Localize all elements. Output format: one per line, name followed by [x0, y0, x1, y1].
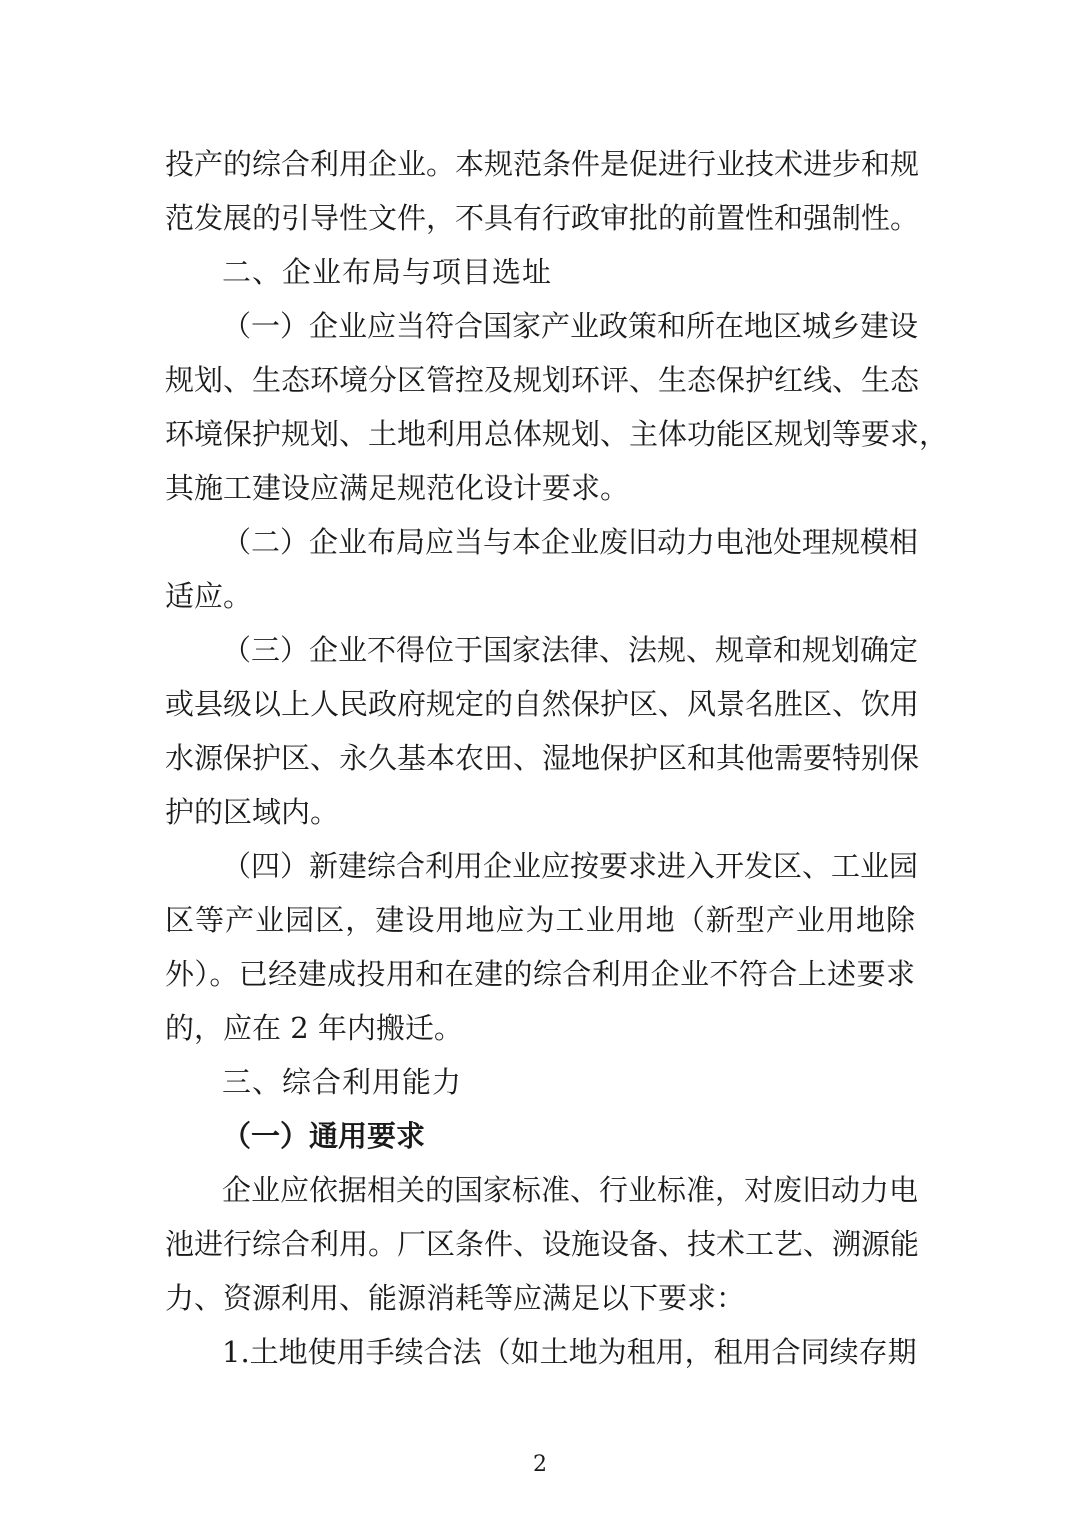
paragraph-first-line: 企业应依据相关的国家标准、行业标准，对废旧动力电 — [222, 1173, 919, 1207]
body-text-line: 外）。已经建成投用和在建的综合利用企业不符合上述要求 — [165, 957, 915, 991]
body-text-line: 适应。 — [165, 579, 253, 613]
page-number: 2 — [533, 1452, 547, 1477]
body-text-line: 力、资源利用、能源消耗等应满足以下要求： — [165, 1281, 746, 1315]
body-text-line: 的，应在 2 年内搬迁。 — [165, 1011, 463, 1045]
paragraph-first-line: （三）企业不得位于国家法律、法规、规章和规划确定 — [222, 633, 919, 667]
body-text-line: 区等产业园区，建设用地应为工业用地（新型产业用地除 — [165, 903, 915, 937]
paragraph-first-line: （一）企业应当符合国家产业政策和所在地区城乡建设 — [222, 309, 919, 343]
body-text-line: 其施工建设应满足规范化设计要求。 — [165, 471, 630, 505]
paragraph-first-line: （四）新建综合利用企业应按要求进入开发区、工业园 — [222, 849, 919, 883]
body-text-line: 规划、生态环境分区管控及规划环评、生态保护红线、生态 — [165, 363, 920, 397]
paragraph-first-line: （二）企业布局应当与本企业废旧动力电池处理规模相 — [222, 525, 919, 559]
body-text-line: 范发展的引导性文件，不具有行政审批的前置性和强制性。 — [165, 201, 920, 235]
body-text-line: 或县级以上人民政府规定的自然保护区、风景名胜区、饮用 — [165, 687, 920, 721]
body-text-line: 投产的综合利用企业。本规范条件是促进行业技术进步和规 — [165, 147, 920, 181]
section-heading: 三、综合利用能力 — [222, 1065, 463, 1099]
numbered-item-line: 1.土地使用手续合法（如土地为租用，租用合同续存期 — [222, 1335, 917, 1369]
body-text-line: 护的区域内。 — [165, 795, 340, 829]
subsection-heading: （一）通用要求 — [222, 1119, 426, 1153]
body-text-line: 池进行综合利用。厂区条件、设施设备、技术工艺、溯源能 — [165, 1227, 920, 1261]
body-text-line: 水源保护区、永久基本农田、湿地保护区和其他需要特别保 — [165, 741, 920, 775]
section-heading: 二、企业布局与项目选址 — [222, 255, 553, 289]
body-text-line: 环境保护规划、土地利用总体规划、主体功能区规划等要求， — [165, 417, 949, 451]
